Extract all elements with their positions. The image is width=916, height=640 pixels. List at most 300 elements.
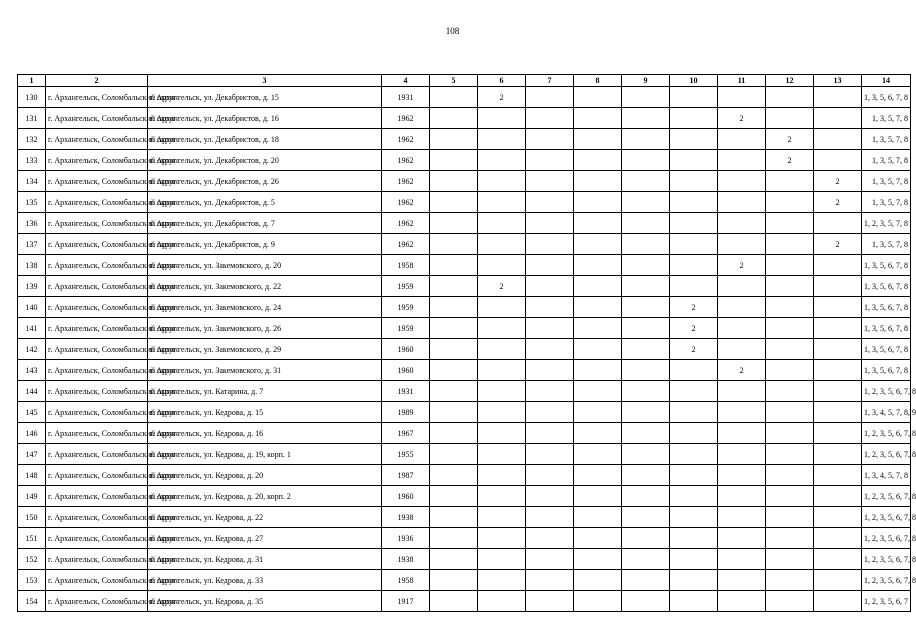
col13-cell: [814, 87, 862, 108]
col12-cell: [766, 297, 814, 318]
col7-cell: [526, 129, 574, 150]
col12-cell: [766, 381, 814, 402]
locality-cell: г. Архангельск, Соломбальский округ: [46, 213, 148, 234]
col11-cell: [718, 381, 766, 402]
address-cell: г. Архангельск, ул. Кедрова, д. 19, корп. 1: [148, 444, 382, 465]
row-number: 149: [18, 486, 46, 507]
address-cell: г. Архангельск, ул. Закемовского, д. 22: [148, 276, 382, 297]
col11-cell: [718, 486, 766, 507]
year-cell: 1967: [382, 423, 430, 444]
col6-cell: 2: [478, 276, 526, 297]
col7-cell: [526, 465, 574, 486]
col8-cell: [574, 549, 622, 570]
address-cell: г. Архангельск, ул. Кедрова, д. 35: [148, 591, 382, 612]
table-row: [18, 234, 911, 255]
col9-cell: [622, 528, 670, 549]
work-codes-cell: 1, 3, 5, 7, 8: [862, 171, 911, 192]
col10-cell: [670, 213, 718, 234]
col13-cell: [814, 339, 862, 360]
col7-cell: [526, 444, 574, 465]
col8-cell: [574, 87, 622, 108]
row-number: 130: [18, 87, 46, 108]
col10-cell: [670, 549, 718, 570]
col13-cell: [814, 129, 862, 150]
buildings-table: [17, 74, 916, 612]
address-cell: г. Архангельск, ул. Кедрова, д. 16: [148, 423, 382, 444]
column-header-11: 11: [718, 75, 766, 87]
col8-cell: [574, 276, 622, 297]
year-cell: 1959: [382, 276, 430, 297]
col8-cell: [574, 171, 622, 192]
col5-cell: [430, 255, 478, 276]
address-cell: г. Архангельск, ул. Декабристов, д. 18: [148, 129, 382, 150]
locality-cell: г. Архангельск, Соломбальский округ: [46, 423, 148, 444]
col6-cell: [478, 108, 526, 129]
locality-cell: г. Архангельск, Соломбальский округ: [46, 591, 148, 612]
col5-cell: [430, 213, 478, 234]
year-cell: 1962: [382, 129, 430, 150]
col6-cell: [478, 297, 526, 318]
col5-cell: [430, 360, 478, 381]
row-number: 144: [18, 381, 46, 402]
col9-cell: [622, 87, 670, 108]
col10-cell: [670, 108, 718, 129]
col13-cell: [814, 549, 862, 570]
locality-cell: г. Архангельск, Соломбальский округ: [46, 465, 148, 486]
col5-cell: [430, 591, 478, 612]
table-row: [18, 318, 911, 339]
work-codes-cell: 1, 3, 5, 6, 7, 8: [862, 339, 911, 360]
col6-cell: [478, 528, 526, 549]
col7-cell: [526, 297, 574, 318]
col11-cell: [718, 402, 766, 423]
address-cell: г. Архангельск, ул. Кедрова, д. 15: [148, 402, 382, 423]
col10-cell: [670, 528, 718, 549]
col11-cell: [718, 465, 766, 486]
col11-cell: [718, 549, 766, 570]
col6-cell: [478, 234, 526, 255]
address-cell: г. Архангельск, ул. Декабристов, д. 9: [148, 234, 382, 255]
col11-cell: [718, 87, 766, 108]
column-header-2: 2: [46, 75, 148, 87]
col7-cell: [526, 234, 574, 255]
page-number: 108: [445, 26, 460, 36]
col10-cell: [670, 360, 718, 381]
col7-cell: [526, 87, 574, 108]
row-number: 148: [18, 465, 46, 486]
col12-cell: [766, 465, 814, 486]
col6-cell: [478, 465, 526, 486]
col9-cell: [622, 255, 670, 276]
col12-cell: [766, 402, 814, 423]
year-cell: 1989: [382, 402, 430, 423]
col12-cell: [766, 360, 814, 381]
col12-cell: [766, 318, 814, 339]
locality-cell: г. Архангельск, Соломбальский округ: [46, 234, 148, 255]
row-number: 134: [18, 171, 46, 192]
col5-cell: [430, 87, 478, 108]
col9-cell: [622, 276, 670, 297]
locality-cell: г. Архангельск, Соломбальский округ: [46, 549, 148, 570]
col7-cell: [526, 381, 574, 402]
col11-cell: [718, 150, 766, 171]
col9-cell: [622, 234, 670, 255]
col12-cell: [766, 444, 814, 465]
locality-cell: г. Архангельск, Соломбальский округ: [46, 528, 148, 549]
col8-cell: [574, 570, 622, 591]
year-cell: 1955: [382, 444, 430, 465]
locality-cell: г. Архангельск, Соломбальский округ: [46, 276, 148, 297]
table-row: [18, 381, 911, 402]
row-number: 141: [18, 318, 46, 339]
col12-cell: [766, 591, 814, 612]
locality-cell: г. Архангельск, Соломбальский округ: [46, 402, 148, 423]
col10-cell: [670, 591, 718, 612]
col11-cell: [718, 234, 766, 255]
col6-cell: [478, 318, 526, 339]
col6-cell: [478, 591, 526, 612]
col5-cell: [430, 192, 478, 213]
address-cell: г. Архангельск, ул. Закемовского, д. 31: [148, 360, 382, 381]
year-cell: 1958: [382, 570, 430, 591]
col13-cell: [814, 318, 862, 339]
table-row: [18, 339, 911, 360]
col7-cell: [526, 150, 574, 171]
col10-cell: [670, 423, 718, 444]
year-cell: 1958: [382, 255, 430, 276]
row-number: 135: [18, 192, 46, 213]
col10-cell: [670, 465, 718, 486]
col9-cell: [622, 507, 670, 528]
col9-cell: [622, 150, 670, 171]
col12-cell: [766, 276, 814, 297]
col11-cell: [718, 570, 766, 591]
col5-cell: [430, 528, 478, 549]
table-row: [18, 108, 911, 129]
locality-cell: г. Архангельск, Соломбальский округ: [46, 129, 148, 150]
col10-cell: 2: [670, 318, 718, 339]
address-cell: г. Архангельск, ул. Закемовского, д. 26: [148, 318, 382, 339]
col9-cell: [622, 549, 670, 570]
row-number: 151: [18, 528, 46, 549]
col6-cell: [478, 192, 526, 213]
col12-cell: [766, 570, 814, 591]
year-cell: 1938: [382, 549, 430, 570]
address-cell: г. Архангельск, ул. Декабристов, д. 5: [148, 192, 382, 213]
address-cell: г. Архангельск, ул. Кедрова, д. 33: [148, 570, 382, 591]
locality-cell: г. Архангельск, Соломбальский округ: [46, 150, 148, 171]
table-row: [18, 486, 911, 507]
col7-cell: [526, 570, 574, 591]
work-codes-cell: 1, 2, 3, 5, 6, 7, 8: [862, 570, 911, 591]
col6-cell: [478, 213, 526, 234]
year-cell: 1931: [382, 87, 430, 108]
col9-cell: [622, 318, 670, 339]
col8-cell: [574, 192, 622, 213]
column-header-8: 8: [574, 75, 622, 87]
address-cell: г. Архангельск, ул. Декабристов, д. 7: [148, 213, 382, 234]
address-cell: г. Архангельск, ул. Кедрова, д. 20, корп. 2: [148, 486, 382, 507]
col13-cell: [814, 528, 862, 549]
table-row: [18, 507, 911, 528]
row-number: 136: [18, 213, 46, 234]
col11-cell: 2: [718, 360, 766, 381]
col10-cell: [670, 255, 718, 276]
locality-cell: г. Архангельск, Соломбальский округ: [46, 507, 148, 528]
row-number: 154: [18, 591, 46, 612]
year-cell: 1962: [382, 108, 430, 129]
col10-cell: [670, 150, 718, 171]
col5-cell: [430, 129, 478, 150]
col11-cell: [718, 591, 766, 612]
col13-cell: [814, 297, 862, 318]
work-codes-cell: 1, 3, 5, 7, 8: [862, 234, 911, 255]
table-row: [18, 129, 911, 150]
column-header-13: 13: [814, 75, 862, 87]
column-header-9: 9: [622, 75, 670, 87]
col12-cell: [766, 171, 814, 192]
col11-cell: [718, 507, 766, 528]
year-cell: 1962: [382, 213, 430, 234]
column-header-6: 6: [478, 75, 526, 87]
col5-cell: [430, 570, 478, 591]
locality-cell: г. Архангельск, Соломбальский округ: [46, 255, 148, 276]
locality-cell: г. Архангельск, Соломбальский округ: [46, 87, 148, 108]
col11-cell: [718, 192, 766, 213]
work-codes-cell: 1, 3, 5, 6, 7, 8: [862, 360, 911, 381]
row-number: 138: [18, 255, 46, 276]
col6-cell: [478, 150, 526, 171]
col8-cell: [574, 318, 622, 339]
column-header-12: 12: [766, 75, 814, 87]
col7-cell: [526, 402, 574, 423]
col8-cell: [574, 528, 622, 549]
col7-cell: [526, 486, 574, 507]
year-cell: 1962: [382, 234, 430, 255]
col8-cell: [574, 486, 622, 507]
locality-cell: г. Архангельск, Соломбальский округ: [46, 108, 148, 129]
col10-cell: 2: [670, 339, 718, 360]
col5-cell: [430, 549, 478, 570]
column-header-5: 5: [430, 75, 478, 87]
address-cell: г. Архангельск, ул. Катарина, д. 7: [148, 381, 382, 402]
row-number: 132: [18, 129, 46, 150]
col8-cell: [574, 444, 622, 465]
col5-cell: [430, 465, 478, 486]
address-cell: г. Архангельск, ул. Декабристов, д. 15: [148, 87, 382, 108]
year-cell: 1960: [382, 486, 430, 507]
col12-cell: [766, 87, 814, 108]
col13-cell: [814, 570, 862, 591]
col10-cell: [670, 507, 718, 528]
year-cell: 1931: [382, 381, 430, 402]
col10-cell: [670, 486, 718, 507]
col12-cell: 2: [766, 129, 814, 150]
col11-cell: [718, 423, 766, 444]
col7-cell: [526, 318, 574, 339]
col12-cell: [766, 213, 814, 234]
col10-cell: [670, 402, 718, 423]
col7-cell: [526, 360, 574, 381]
col13-cell: 2: [814, 192, 862, 213]
col7-cell: [526, 255, 574, 276]
col10-cell: [670, 570, 718, 591]
table-row: [18, 276, 911, 297]
col10-cell: 2: [670, 297, 718, 318]
col9-cell: [622, 360, 670, 381]
col8-cell: [574, 297, 622, 318]
col12-cell: [766, 192, 814, 213]
col10-cell: [670, 234, 718, 255]
col8-cell: [574, 423, 622, 444]
address-cell: г. Архангельск, ул. Закемовского, д. 24: [148, 297, 382, 318]
table-row: [18, 213, 911, 234]
col8-cell: [574, 402, 622, 423]
col7-cell: [526, 192, 574, 213]
col8-cell: [574, 465, 622, 486]
col9-cell: [622, 444, 670, 465]
table-row: [18, 255, 911, 276]
col6-cell: [478, 255, 526, 276]
work-codes-cell: 1, 2, 3, 5, 6, 7, 8: [862, 444, 911, 465]
col9-cell: [622, 297, 670, 318]
table-row: [18, 591, 911, 612]
col8-cell: [574, 150, 622, 171]
col7-cell: [526, 591, 574, 612]
col12-cell: 2: [766, 150, 814, 171]
col5-cell: [430, 150, 478, 171]
work-codes-cell: 1, 2, 3, 5, 6, 7, 8: [862, 528, 911, 549]
table-header-row: [18, 75, 911, 87]
table-row: [18, 360, 911, 381]
table-row: [18, 444, 911, 465]
table-row: [18, 192, 911, 213]
col6-cell: [478, 549, 526, 570]
col10-cell: [670, 444, 718, 465]
col13-cell: [814, 213, 862, 234]
work-codes-cell: 1, 2, 3, 5, 6, 7, 8: [862, 381, 911, 402]
col12-cell: [766, 528, 814, 549]
col13-cell: [814, 486, 862, 507]
col5-cell: [430, 381, 478, 402]
col12-cell: [766, 549, 814, 570]
col5-cell: [430, 318, 478, 339]
col11-cell: [718, 276, 766, 297]
year-cell: 1960: [382, 360, 430, 381]
col5-cell: [430, 276, 478, 297]
col6-cell: [478, 570, 526, 591]
locality-cell: г. Архангельск, Соломбальский округ: [46, 339, 148, 360]
year-cell: 1959: [382, 318, 430, 339]
work-codes-cell: 1, 3, 5, 7, 8: [862, 129, 911, 150]
col6-cell: [478, 129, 526, 150]
col12-cell: [766, 255, 814, 276]
address-cell: г. Архангельск, ул. Закемовского, д. 29: [148, 339, 382, 360]
year-cell: 1962: [382, 171, 430, 192]
col5-cell: [430, 171, 478, 192]
col13-cell: [814, 444, 862, 465]
address-cell: г. Архангельск, ул. Декабристов, д. 20: [148, 150, 382, 171]
col8-cell: [574, 234, 622, 255]
address-cell: г. Архангельск, ул. Закемовского, д. 20: [148, 255, 382, 276]
work-codes-cell: 1, 3, 5, 7, 8: [862, 108, 911, 129]
col9-cell: [622, 402, 670, 423]
work-codes-cell: 1, 3, 4, 5, 7, 8: [862, 465, 911, 486]
col7-cell: [526, 423, 574, 444]
col10-cell: [670, 87, 718, 108]
col11-cell: [718, 171, 766, 192]
col5-cell: [430, 507, 478, 528]
address-cell: г. Архангельск, ул. Декабристов, д. 16: [148, 108, 382, 129]
column-header-1: 1: [18, 75, 46, 87]
col8-cell: [574, 339, 622, 360]
address-cell: г. Архангельск, ул. Кедрова, д. 31: [148, 549, 382, 570]
col8-cell: [574, 213, 622, 234]
column-header-10: 10: [670, 75, 718, 87]
col13-cell: [814, 360, 862, 381]
col7-cell: [526, 276, 574, 297]
work-codes-cell: 1, 3, 4, 5, 7, 8, 9: [862, 402, 911, 423]
row-number: 145: [18, 402, 46, 423]
col7-cell: [526, 507, 574, 528]
locality-cell: г. Архангельск, Соломбальский округ: [46, 444, 148, 465]
col6-cell: [478, 444, 526, 465]
work-codes-cell: 1, 3, 5, 6, 7, 8: [862, 87, 911, 108]
work-codes-cell: 1, 2, 3, 5, 6, 7, 8: [862, 549, 911, 570]
col5-cell: [430, 486, 478, 507]
row-number: 142: [18, 339, 46, 360]
row-number: 131: [18, 108, 46, 129]
year-cell: 1917: [382, 591, 430, 612]
col6-cell: 2: [478, 87, 526, 108]
year-cell: 1987: [382, 465, 430, 486]
col11-cell: 2: [718, 255, 766, 276]
column-header-3: 3: [148, 75, 382, 87]
col12-cell: [766, 339, 814, 360]
col10-cell: [670, 276, 718, 297]
col9-cell: [622, 570, 670, 591]
column-header-14: 14: [862, 75, 911, 87]
col9-cell: [622, 591, 670, 612]
col13-cell: [814, 402, 862, 423]
col11-cell: [718, 339, 766, 360]
row-number: 137: [18, 234, 46, 255]
table-row: [18, 423, 911, 444]
col9-cell: [622, 339, 670, 360]
col13-cell: 2: [814, 234, 862, 255]
locality-cell: г. Архангельск, Соломбальский округ: [46, 570, 148, 591]
col13-cell: [814, 150, 862, 171]
col5-cell: [430, 108, 478, 129]
col13-cell: [814, 108, 862, 129]
year-cell: 1959: [382, 297, 430, 318]
col7-cell: [526, 528, 574, 549]
col9-cell: [622, 213, 670, 234]
col9-cell: [622, 108, 670, 129]
col12-cell: [766, 423, 814, 444]
work-codes-cell: 1, 2, 3, 5, 6, 7, 8: [862, 423, 911, 444]
col13-cell: 2: [814, 171, 862, 192]
locality-cell: г. Архангельск, Соломбальский округ: [46, 171, 148, 192]
col8-cell: [574, 591, 622, 612]
col8-cell: [574, 108, 622, 129]
col6-cell: [478, 381, 526, 402]
table-row: [18, 465, 911, 486]
work-codes-cell: 1, 2, 3, 5, 6, 7, 8: [862, 486, 911, 507]
col13-cell: [814, 423, 862, 444]
col8-cell: [574, 507, 622, 528]
col6-cell: [478, 171, 526, 192]
